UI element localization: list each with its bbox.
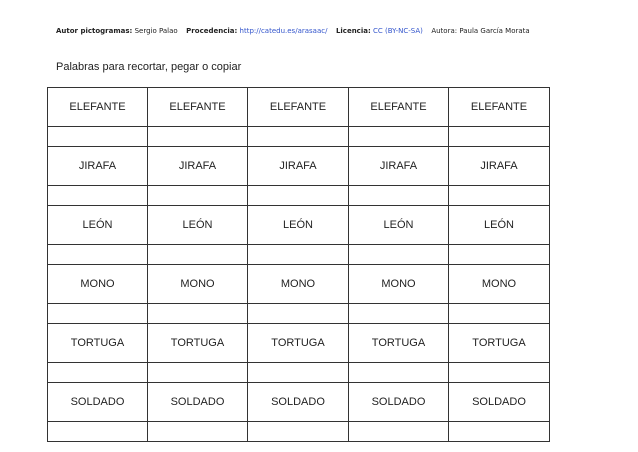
blank-cell xyxy=(148,245,248,265)
blank-row xyxy=(48,304,550,324)
word-cell: ELEFANTE xyxy=(349,88,449,127)
word-row xyxy=(48,88,550,127)
word-cell: SOLDADO xyxy=(449,383,550,422)
blank-cell xyxy=(248,186,349,206)
blank-cell xyxy=(48,363,148,383)
word-cell: JIRAFA xyxy=(148,147,248,186)
blank-cell xyxy=(248,127,349,147)
word-cell: SOLDADO xyxy=(248,383,349,422)
word-table-body xyxy=(48,88,550,442)
blank-cell xyxy=(349,245,449,265)
blank-cell xyxy=(148,363,248,383)
blank-cell xyxy=(449,422,550,442)
blank-cell xyxy=(349,363,449,383)
author-name: Sergio Palao xyxy=(134,27,178,35)
word-cell: MONO xyxy=(349,265,449,304)
word-cell: SOLDADO xyxy=(349,383,449,422)
blank-row xyxy=(48,422,550,442)
word-cell: SOLDADO xyxy=(48,383,148,422)
credits-line xyxy=(56,27,530,35)
word-cell: JIRAFA xyxy=(48,147,148,186)
word-cell: MONO xyxy=(248,265,349,304)
page-heading: Palabras para recortar, pegar o copiar xyxy=(56,61,242,73)
blank-cell xyxy=(248,422,349,442)
word-cell: LEÓN xyxy=(248,206,349,245)
word-cell: MONO xyxy=(449,265,550,304)
blank-cell xyxy=(449,245,550,265)
word-cell: ELEFANTE xyxy=(449,88,550,127)
word-row xyxy=(48,206,550,245)
author-label: Autor pictogramas: xyxy=(56,27,133,35)
license-link[interactable]: CC (BY-NC-SA) xyxy=(372,27,423,35)
blank-cell xyxy=(449,127,550,147)
blank-cell xyxy=(449,363,550,383)
blank-cell xyxy=(48,245,148,265)
blank-cell xyxy=(349,422,449,442)
word-cell: LEÓN xyxy=(148,206,248,245)
word-cell: ELEFANTE xyxy=(248,88,349,127)
blank-cell xyxy=(148,127,248,147)
blank-cell xyxy=(248,363,349,383)
word-row xyxy=(48,383,550,422)
source-label: Procedencia: xyxy=(186,27,238,35)
blank-cell xyxy=(48,186,148,206)
word-cell: LEÓN xyxy=(48,206,148,245)
blank-cell xyxy=(449,186,550,206)
source-link[interactable]: http://catedu.es/arasaac/ xyxy=(239,27,328,35)
blank-row xyxy=(48,186,550,206)
blank-cell xyxy=(148,422,248,442)
word-cell: JIRAFA xyxy=(349,147,449,186)
word-cell: TORTUGA xyxy=(349,324,449,363)
word-cell: TORTUGA xyxy=(449,324,550,363)
word-row xyxy=(48,324,550,363)
author-credit: Autora: Paula García Morata xyxy=(431,27,530,35)
blank-cell xyxy=(349,304,449,324)
blank-cell xyxy=(349,186,449,206)
blank-row xyxy=(48,127,550,147)
blank-cell xyxy=(248,304,349,324)
blank-cell xyxy=(48,127,148,147)
word-row xyxy=(48,265,550,304)
word-cell: LEÓN xyxy=(449,206,550,245)
word-cell: JIRAFA xyxy=(248,147,349,186)
word-cell: TORTUGA xyxy=(148,324,248,363)
blank-cell xyxy=(248,245,349,265)
blank-cell xyxy=(148,186,248,206)
word-cell: ELEFANTE xyxy=(148,88,248,127)
blank-cell xyxy=(148,304,248,324)
blank-cell xyxy=(449,304,550,324)
blank-cell xyxy=(349,127,449,147)
word-cell: TORTUGA xyxy=(48,324,148,363)
word-cell: JIRAFA xyxy=(449,147,550,186)
word-cell: SOLDADO xyxy=(148,383,248,422)
word-cell: MONO xyxy=(148,265,248,304)
blank-row xyxy=(48,245,550,265)
license-label: Licencia: xyxy=(335,27,371,35)
word-table xyxy=(47,87,550,442)
word-cell: ELEFANTE xyxy=(48,88,148,127)
blank-cell xyxy=(48,422,148,442)
word-cell: TORTUGA xyxy=(248,324,349,363)
word-cell: MONO xyxy=(48,265,148,304)
word-row xyxy=(48,147,550,186)
blank-cell xyxy=(48,304,148,324)
blank-row xyxy=(48,363,550,383)
word-cell: LEÓN xyxy=(349,206,449,245)
